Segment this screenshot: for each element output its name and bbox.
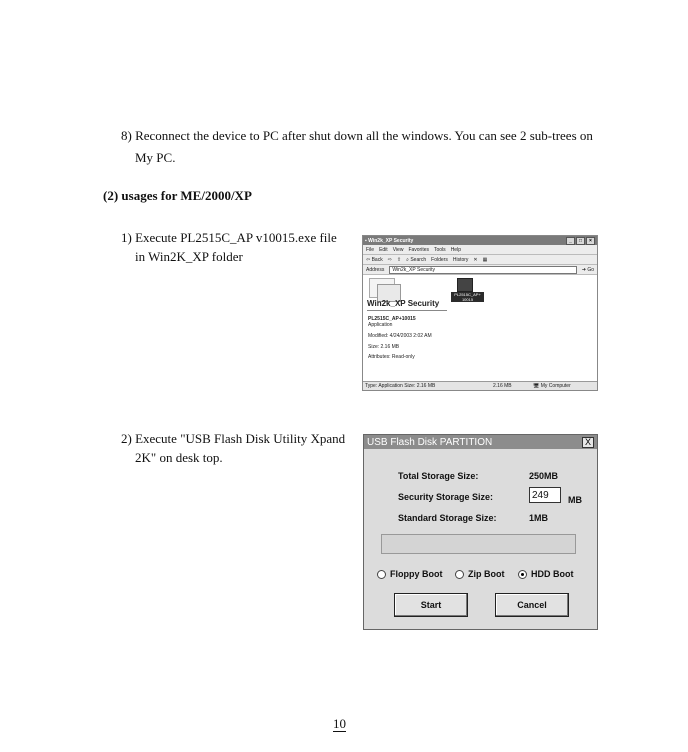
toolbar: [363, 255, 597, 265]
maximize-icon[interactable]: □: [576, 237, 585, 245]
history-button[interactable]: [453, 257, 469, 263]
status-zone: 🖥 My Computer: [533, 383, 571, 389]
radio-icon: [377, 570, 386, 579]
menu-favorites[interactable]: Favorites: [408, 246, 429, 253]
page-number: 10: [333, 716, 346, 731]
step2-line1: 2) Execute "USB Flash Disk Utility Xpand: [121, 431, 346, 446]
file-type: Application: [368, 322, 393, 328]
views-icon[interactable]: ▦: [482, 256, 488, 263]
up-icon[interactable]: ⇧: [396, 256, 402, 263]
menu-file[interactable]: File: [366, 246, 375, 253]
zip-boot-label: Zip Boot: [468, 569, 505, 579]
hdd-boot-radio[interactable]: [518, 569, 574, 579]
zip-boot-radio[interactable]: [455, 569, 505, 579]
dialog-titlebar: [364, 435, 597, 449]
history-label: History: [452, 256, 469, 263]
folders-label: Folders: [431, 256, 448, 263]
menu-view[interactable]: View: [392, 246, 404, 253]
status-bar: [363, 381, 597, 390]
address-value: Win2k_XP Security: [392, 266, 436, 273]
forward-icon[interactable]: ⇨: [387, 256, 392, 263]
total-storage-value: 250MB: [529, 471, 559, 481]
file-icon-label[interactable]: PL2515C_AP+ 10015: [451, 292, 484, 302]
minimize-icon[interactable]: _: [566, 237, 575, 245]
application-icon[interactable]: [457, 278, 473, 292]
address-label: Address: [366, 266, 385, 273]
explorer-titlebar: [363, 236, 597, 245]
step8-line2: My PC.: [135, 150, 176, 165]
menu-tools[interactable]: Tools: [434, 246, 446, 253]
explorer-window: [362, 235, 598, 391]
partition-dialog: [363, 434, 598, 630]
status-type: Type: Application Size: 2.16 MB: [365, 383, 436, 389]
file-name: PL2515C_AP+10015: [368, 316, 416, 322]
start-button[interactable]: Start: [394, 593, 468, 617]
search-button[interactable]: ⌕ Search: [406, 256, 427, 263]
back-label: Back: [371, 256, 383, 263]
file-modified: Modified: 4/24/2003 2:02 AM: [368, 333, 432, 339]
menu-edit[interactable]: Edit: [379, 246, 388, 253]
delete-icon[interactable]: ✕: [473, 256, 478, 263]
folder-icon: ▪: [365, 237, 369, 244]
status-size: 2.16 MB: [493, 383, 512, 389]
menu-bar: [363, 245, 597, 255]
floppy-boot-label: Floppy Boot: [390, 569, 443, 579]
close-icon[interactable]: ×: [586, 237, 595, 245]
go-label: Go: [587, 266, 594, 273]
security-size-input[interactable]: 249: [529, 487, 561, 503]
address-bar: [363, 265, 597, 275]
step8-line1: 8) Reconnect the device to PC after shut down all the windows. You can see 2 sub-trees on: [121, 128, 593, 143]
security-storage-label: Security Storage Size:: [398, 492, 494, 502]
divider: [367, 310, 447, 311]
address-input[interactable]: [389, 266, 576, 274]
go-button[interactable]: ➜ Go: [581, 266, 594, 273]
back-button[interactable]: ⇦ Back: [366, 256, 383, 263]
menu-help[interactable]: Help: [450, 246, 461, 253]
radio-selected-icon: [518, 570, 527, 579]
dialog-title: USB Flash Disk PARTITION: [367, 436, 493, 448]
security-unit: MB: [568, 495, 582, 505]
status-zone-label: My Computer: [540, 383, 571, 389]
standard-storage-label: Standard Storage Size:: [398, 513, 497, 523]
standard-storage-value: 1MB: [529, 513, 549, 523]
step2-line2: 2K" on desk top.: [135, 450, 223, 465]
close-button[interactable]: X: [582, 437, 594, 448]
step1-line2: in Win2K_XP folder: [135, 249, 243, 264]
progress-bar: [381, 534, 576, 554]
folder-title: Win2k_XP Security: [367, 299, 440, 308]
step1-line1: 1) Execute PL2515C_AP v10015.exe file: [121, 230, 337, 245]
radio-icon: [455, 570, 464, 579]
folders-button[interactable]: [431, 257, 448, 263]
file-size: Size: 2.16 MB: [368, 344, 400, 350]
file-attributes: Attributes: Read-only: [368, 354, 415, 360]
floppy-boot-radio[interactable]: [377, 569, 443, 579]
explorer-title: Win2k_XP Security: [368, 237, 414, 244]
search-label: Search: [410, 256, 427, 263]
cancel-button[interactable]: Cancel: [495, 593, 569, 617]
total-storage-label: Total Storage Size:: [398, 471, 479, 481]
hdd-boot-label: HDD Boot: [531, 569, 574, 579]
section-heading: (2) usages for ME/2000/XP: [103, 188, 252, 203]
